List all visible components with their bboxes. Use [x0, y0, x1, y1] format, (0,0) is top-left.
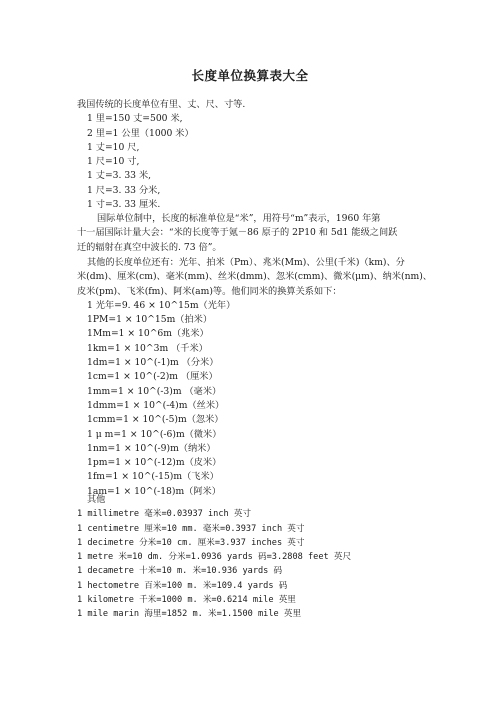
international-line: 国际单位制中，长度的标准单位是“米”，用符号“m”表示，1960 年第: [97, 213, 381, 224]
conversion-line: 1PM=1 × 10^15m（拍米）: [87, 314, 213, 326]
traditional-intro: 我国传统的长度单位有里、丈、尺、寸等.: [77, 99, 246, 110]
misc-line: 1 decametre 十米=10 m. 米=10.936 yards 码: [77, 566, 283, 577]
conversion-line: 1cm=1 × 10^(-2)m （厘米）: [87, 371, 218, 383]
misc-section: [77, 493, 432, 622]
misc-line: 1 hectometre 百米=100 m. 米=109.4 yards 码: [77, 580, 288, 591]
traditional-line: 1 尺=10 寸,: [87, 156, 140, 168]
traditional-line: 1 尺=3. 33 分米,: [87, 184, 161, 196]
document-title: 长度单位换算表大全: [191, 68, 309, 83]
traditional-line: 1 里=150 丈=500 米,: [87, 113, 183, 125]
international-line: 迁的辐射在真空中波长的. 73 倍”。: [77, 241, 222, 253]
other-units-line: 皮米(pm)、飞米(fm)、阿米(am)等。他们同米的换算关系如下：: [77, 285, 342, 297]
conversion-line: 1dmm=1 × 10^(-4)m（丝米）: [87, 399, 225, 411]
misc-line: 1 centimetre 厘米=10 mm. 毫米=0.3937 inch 英寸: [77, 523, 305, 534]
other-units-section: [77, 256, 432, 499]
misc-line: 1 metre 米=10 dm. 分米=1.0936 yards 码=3.2808 feet 英尺: [77, 552, 352, 563]
traditional-line: 2 里=1 公里（1000 米）: [87, 127, 194, 139]
traditional-units-section: [77, 98, 432, 212]
conversion-line: 1 光年=9. 46 × 10^15m（光年）: [87, 299, 236, 311]
traditional-line: 1 丈=10 尺,: [87, 141, 140, 153]
conversion-line: 1am=1 × 10^(-18)m（阿米）: [87, 485, 221, 497]
conversion-line: 1 μ m=1 × 10^(-6)m（微米）: [87, 428, 222, 440]
conversion-line: 1pm=1 × 10^(-12)m（皮米）: [87, 457, 222, 469]
conversion-line: 1km=1 × 10^3m （千米）: [87, 342, 208, 354]
other-units-line: 米(dm)、厘米(cm)、毫米(mm)、丝米(dmm)、忽米(cmm)、微米(μm)、纳米(nm)、: [77, 271, 432, 283]
international-standard-section: [77, 212, 432, 255]
conversion-line: 1Mm=1 × 10^6m（兆米）: [87, 328, 209, 340]
misc-line: 1 kilometre 千米=1000 m. 米=0.6214 mile 英里: [77, 595, 296, 606]
international-line: 十一届国际计量大会：“米的长度等于氪－86 原子的 2P10 和 5d1 能级之间跃: [77, 227, 398, 239]
conversion-line: 1cmm=1 × 10^(-5)m（忽米）: [87, 414, 224, 426]
misc-line: 1 mile marin 海里=1852 m. 米=1.1500 mile 英里: [77, 609, 302, 620]
other-units-line: 其他的长度单位还有：光年、拍米（Pm）、兆米(Mm)、公里(千米)（km)、分: [87, 257, 405, 268]
traditional-line: 1 寸=3. 33 厘米.: [87, 199, 161, 211]
conversion-line: 1fm=1 × 10^(-15)m（飞米）: [87, 471, 219, 483]
conversion-line: 1mm=1 × 10^(-3)m （毫米）: [87, 385, 222, 397]
conversion-line: 1nm=1 × 10^(-9)m（纳米）: [87, 442, 216, 454]
traditional-line: 1 丈=3. 33 米,: [87, 170, 152, 182]
misc-line: 1 millimetre 毫米=0.03937 inch 英寸: [77, 509, 252, 520]
misc-heading: 其他: [87, 494, 106, 505]
conversion-line: 1dm=1 × 10^(-1)m （分米）: [87, 357, 219, 369]
misc-line: 1 decimetre 分米=10 cm. 厘米=3.937 inches 英寸: [77, 537, 305, 548]
